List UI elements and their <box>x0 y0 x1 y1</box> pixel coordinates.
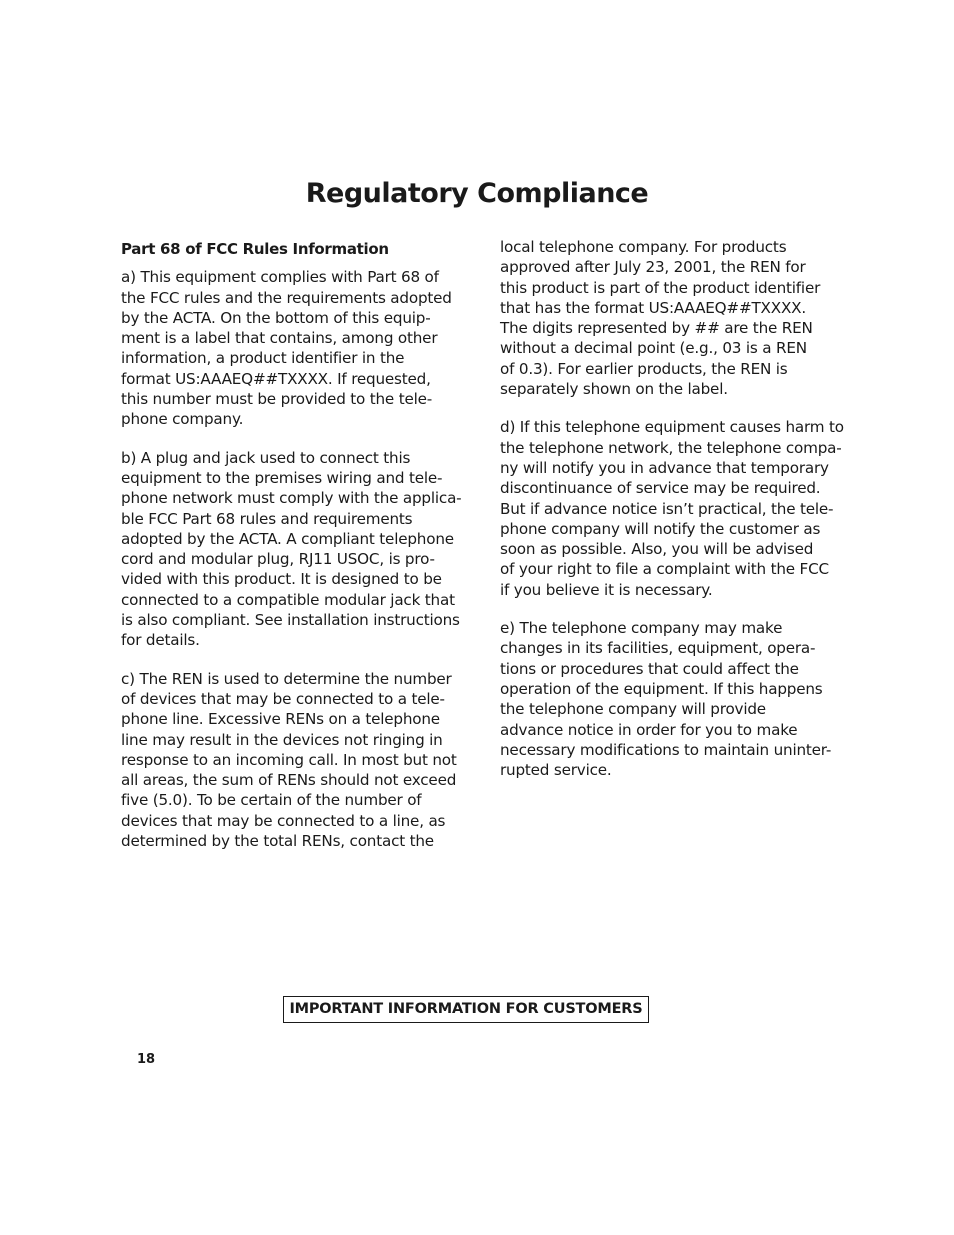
page-title: Regulatory Compliance <box>305 178 649 209</box>
text-line: phone company. <box>121 410 244 429</box>
important-info-banner: IMPORTANT INFORMATION FOR CUSTOMERS <box>283 996 649 1023</box>
text-line: determined by the total RENs, contact the <box>121 832 434 851</box>
page-number: 18 <box>137 1052 156 1067</box>
text-line: the FCC rules and the requirements adopted <box>121 288 452 307</box>
text-line: by the ACTA. On the bottom of this equip- <box>121 308 431 327</box>
text-line: vided with this product. It is designed to be <box>121 570 442 589</box>
text-line: all areas, the sum of RENs should not exceed <box>121 771 457 790</box>
text-line: approved after July 23, 2001, the REN for <box>500 258 806 277</box>
text-line: line may result in the devices not ringing in <box>121 730 443 749</box>
text-line: of devices that may be connected to a tele- <box>121 689 445 708</box>
text-line: of your right to file a complaint with the FCC <box>500 560 829 579</box>
text-line: the telephone network, the telephone compa- <box>500 438 842 457</box>
text-line: rupted service. <box>500 761 612 780</box>
text-line: c) The REN is used to determine the number <box>121 669 452 688</box>
text-line: b) A plug and jack used to connect this <box>121 448 411 467</box>
text-line: that has the format US:AAAEQ##TXXXX. <box>500 298 807 317</box>
text-line: The digits represented by ## are the REN <box>500 319 813 338</box>
paragraph-b <box>121 448 461 651</box>
text-line: without a decimal point (e.g., 03 is a REN <box>500 339 807 358</box>
text-line: format US:AAAEQ##TXXXX. If requested, <box>121 369 431 388</box>
paragraph-c <box>121 669 461 852</box>
right-column <box>500 237 844 798</box>
text-line: e) The telephone company may make <box>500 619 783 638</box>
text-line: of 0.3). For earlier products, the REN is <box>500 359 788 378</box>
text-line: ny will notify you in advance that temporary <box>500 458 829 477</box>
text-line: local telephone company. For products <box>500 238 787 256</box>
text-line: equipment to the premises wiring and tele- <box>121 468 443 487</box>
text-line: adopted by the ACTA. A compliant telephone <box>121 529 454 548</box>
text-line: changes in its facilities, equipment, opera- <box>500 639 816 658</box>
text-line: But if advance notice isn’t practical, the tele- <box>500 499 834 518</box>
text-line: this product is part of the product identifier <box>500 278 821 297</box>
text-line: connected to a compatible modular jack that <box>121 590 455 609</box>
text-line: devices that may be connected to a line, as <box>121 811 446 830</box>
text-line: phone line. Excessive RENs on a telephone <box>121 710 440 729</box>
text-line: for details. <box>121 631 200 650</box>
paragraph-d <box>500 417 844 600</box>
text-line: this number must be provided to the tele- <box>121 390 433 409</box>
paragraph-c-continued <box>500 237 836 399</box>
text-line: five (5.0). To be certain of the number of <box>121 791 422 810</box>
text-line: the telephone company will provide <box>500 700 766 719</box>
text-line: necessary modifications to maintain uninter- <box>500 740 832 759</box>
text-line: response to an incoming call. In most but not <box>121 750 457 769</box>
paragraph-e <box>500 618 836 780</box>
text-line: ment is a label that contains, among other <box>121 329 438 348</box>
section-heading: Part 68 of FCC Rules Information <box>121 240 389 258</box>
text-line: soon as possible. Also, you will be advised <box>500 540 814 559</box>
text-line: operation of the equipment. If this happens <box>500 679 823 698</box>
text-line: ble FCC Part 68 rules and requirements <box>121 509 413 528</box>
text-line: information, a product identifier in the <box>121 349 405 368</box>
text-line: phone company will notify the customer as <box>500 519 821 538</box>
text-line: phone network must comply with the applica- <box>121 489 462 508</box>
paragraph-a <box>121 267 461 429</box>
text-line: cord and modular plug, RJ11 USOC, is pro- <box>121 550 435 569</box>
text-line: d) If this telephone equipment causes harm to <box>500 418 844 437</box>
text-line: separately shown on the label. <box>500 380 728 399</box>
text-line: if you believe it is necessary. <box>500 580 713 599</box>
text-line: a) This equipment complies with Part 68 of <box>121 268 439 287</box>
left-column <box>121 237 461 869</box>
text-line: tions or procedures that could affect the <box>500 659 799 678</box>
text-line: is also compliant. See installation instructions <box>121 611 460 630</box>
text-line: advance notice in order for you to make <box>500 720 798 739</box>
text-line: discontinuance of service may be required. <box>500 479 821 498</box>
